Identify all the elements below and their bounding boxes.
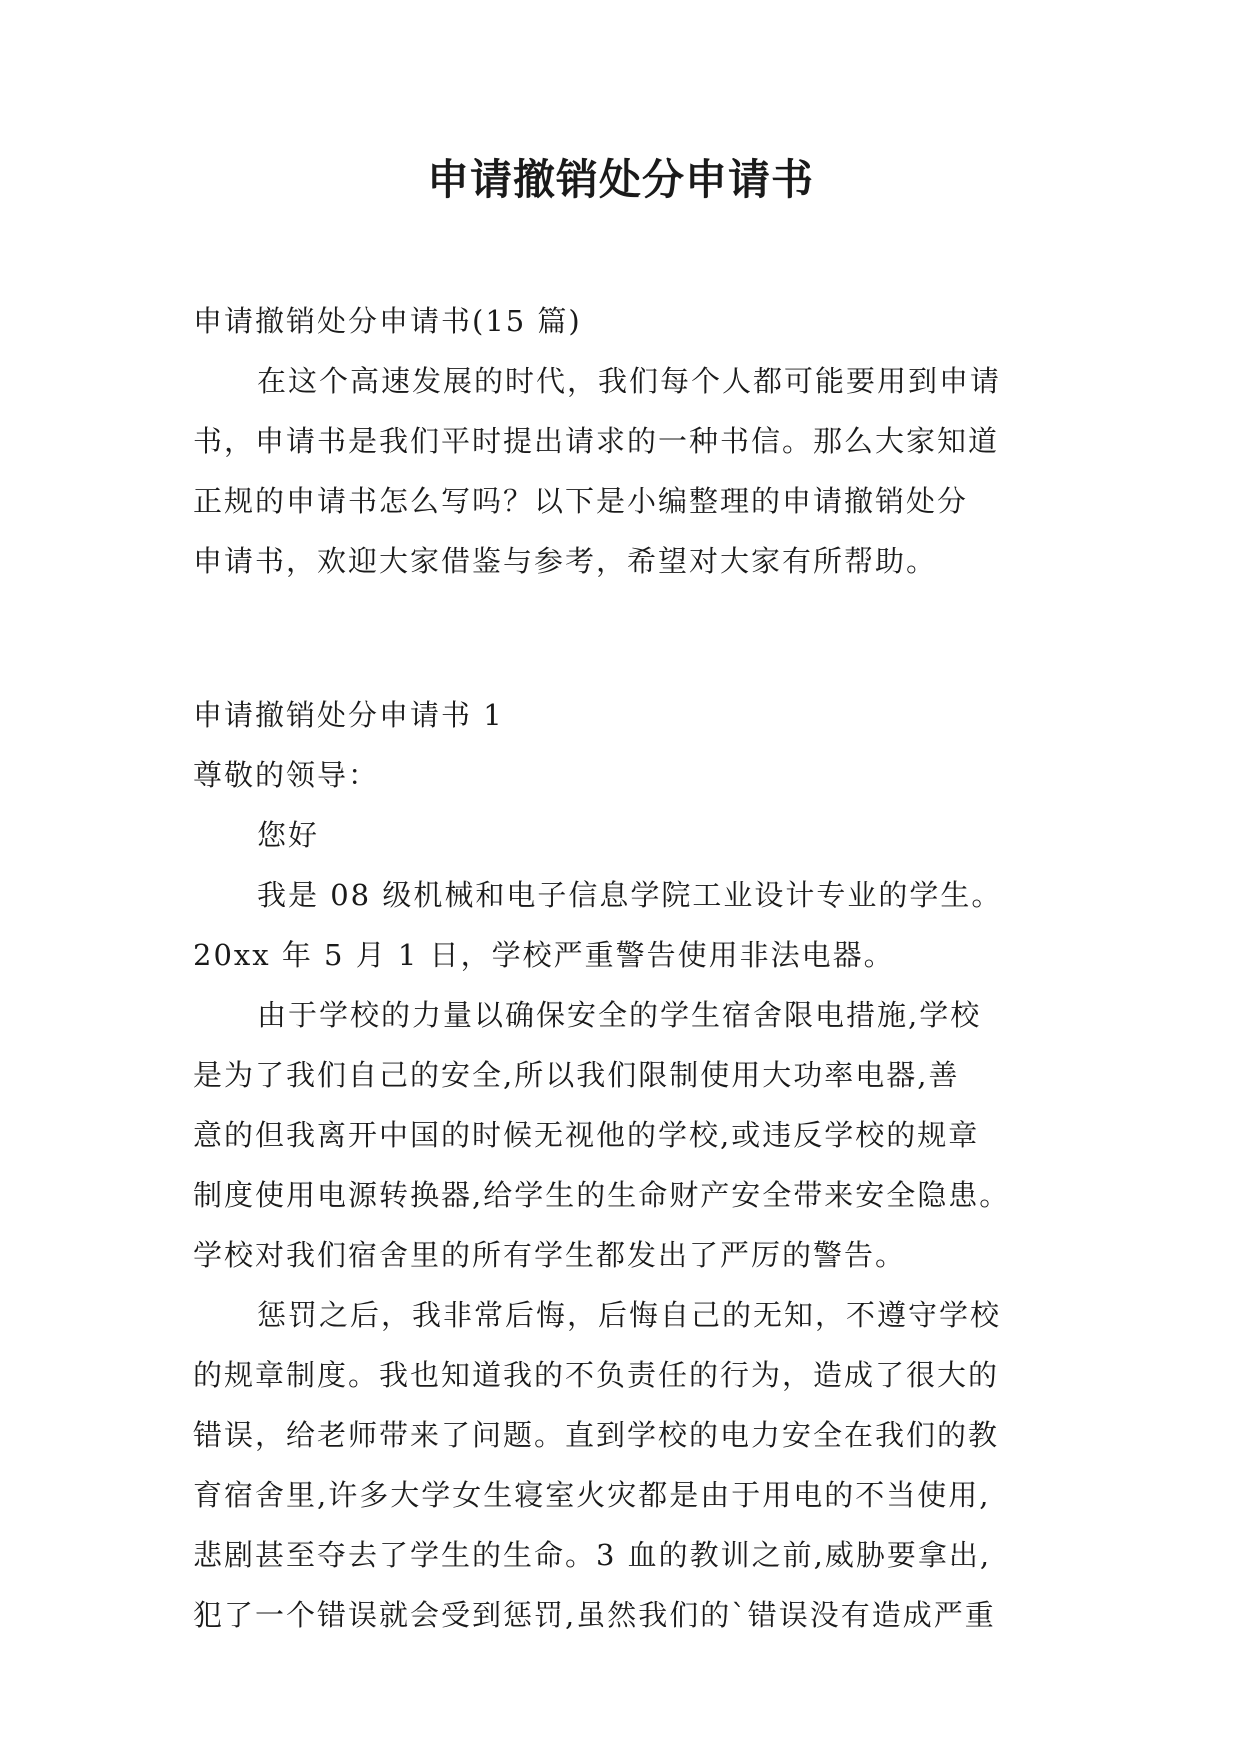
intro-line-2: 书，申请书是我们平时提出请求的一种书信。那么大家知道 <box>193 424 1000 458</box>
para3-line-2: 的规章制度。我也知道我的不负责任的行为，造成了很大的 <box>193 1358 1000 1392</box>
document-body <box>193 291 1063 1645</box>
intro-line-4: 申请书，欢迎大家借鉴与参考，希望对大家有所帮助。 <box>193 544 938 578</box>
para2-line-2: 是为了我们自己的安全,所以我们限制使用大功率电器,善 <box>193 1058 960 1092</box>
section-heading: 申请撤销处分申请书 1 <box>193 698 504 732</box>
para2-line-1: 由于学校的力量以确保安全的学生宿舍限电措施,学校 <box>257 998 982 1032</box>
para3-line-4: 育宿舍里,许多大学女生寝室火灾都是由于用电的不当使用, <box>193 1478 991 1512</box>
para3-line-3: 错误，给老师带来了问题。直到学校的电力安全在我们的教 <box>193 1418 1000 1452</box>
section-spacer <box>193 591 1063 685</box>
para1-line-2: 20xx 年 5 月 1 日，学校严重警告使用非法电器。 <box>193 938 895 972</box>
para3-line-5: 悲剧甚至夺去了学生的生命。3 血的教训之前,威胁要拿出, <box>193 1538 992 1572</box>
para2-line-4: 制度使用电源转换器,给学生的生命财产安全带来安全隐患。 <box>193 1178 1011 1212</box>
greeting: 您好 <box>257 818 320 852</box>
salutation: 尊敬的领导： <box>193 758 380 792</box>
para3-line-1: 惩罚之后，我非常后悔，后悔自己的无知，不遵守学校 <box>257 1298 1002 1332</box>
document-subtitle: 申请撤销处分申请书(15 篇) <box>193 304 582 338</box>
para2-line-3: 意的但我离开中国的时候无视他的学校,或违反学校的规章 <box>193 1118 980 1152</box>
para3-line-6: 犯了一个错误就会受到惩罚,虽然我们的`错误没有造成严重 <box>193 1598 996 1632</box>
para1-line-1: 我是 08 级机械和电子信息学院工业设计专业的学生。 <box>257 878 1003 912</box>
intro-line-1: 在这个高速发展的时代，我们每个人都可能要用到申请 <box>257 364 1002 398</box>
intro-line-3: 正规的申请书怎么写吗？以下是小编整理的申请撤销处分 <box>193 484 969 518</box>
document-title: 申请撤销处分申请书 <box>426 155 814 204</box>
para2-line-5: 学校对我们宿舍里的所有学生都发出了严厉的警告。 <box>193 1238 907 1272</box>
